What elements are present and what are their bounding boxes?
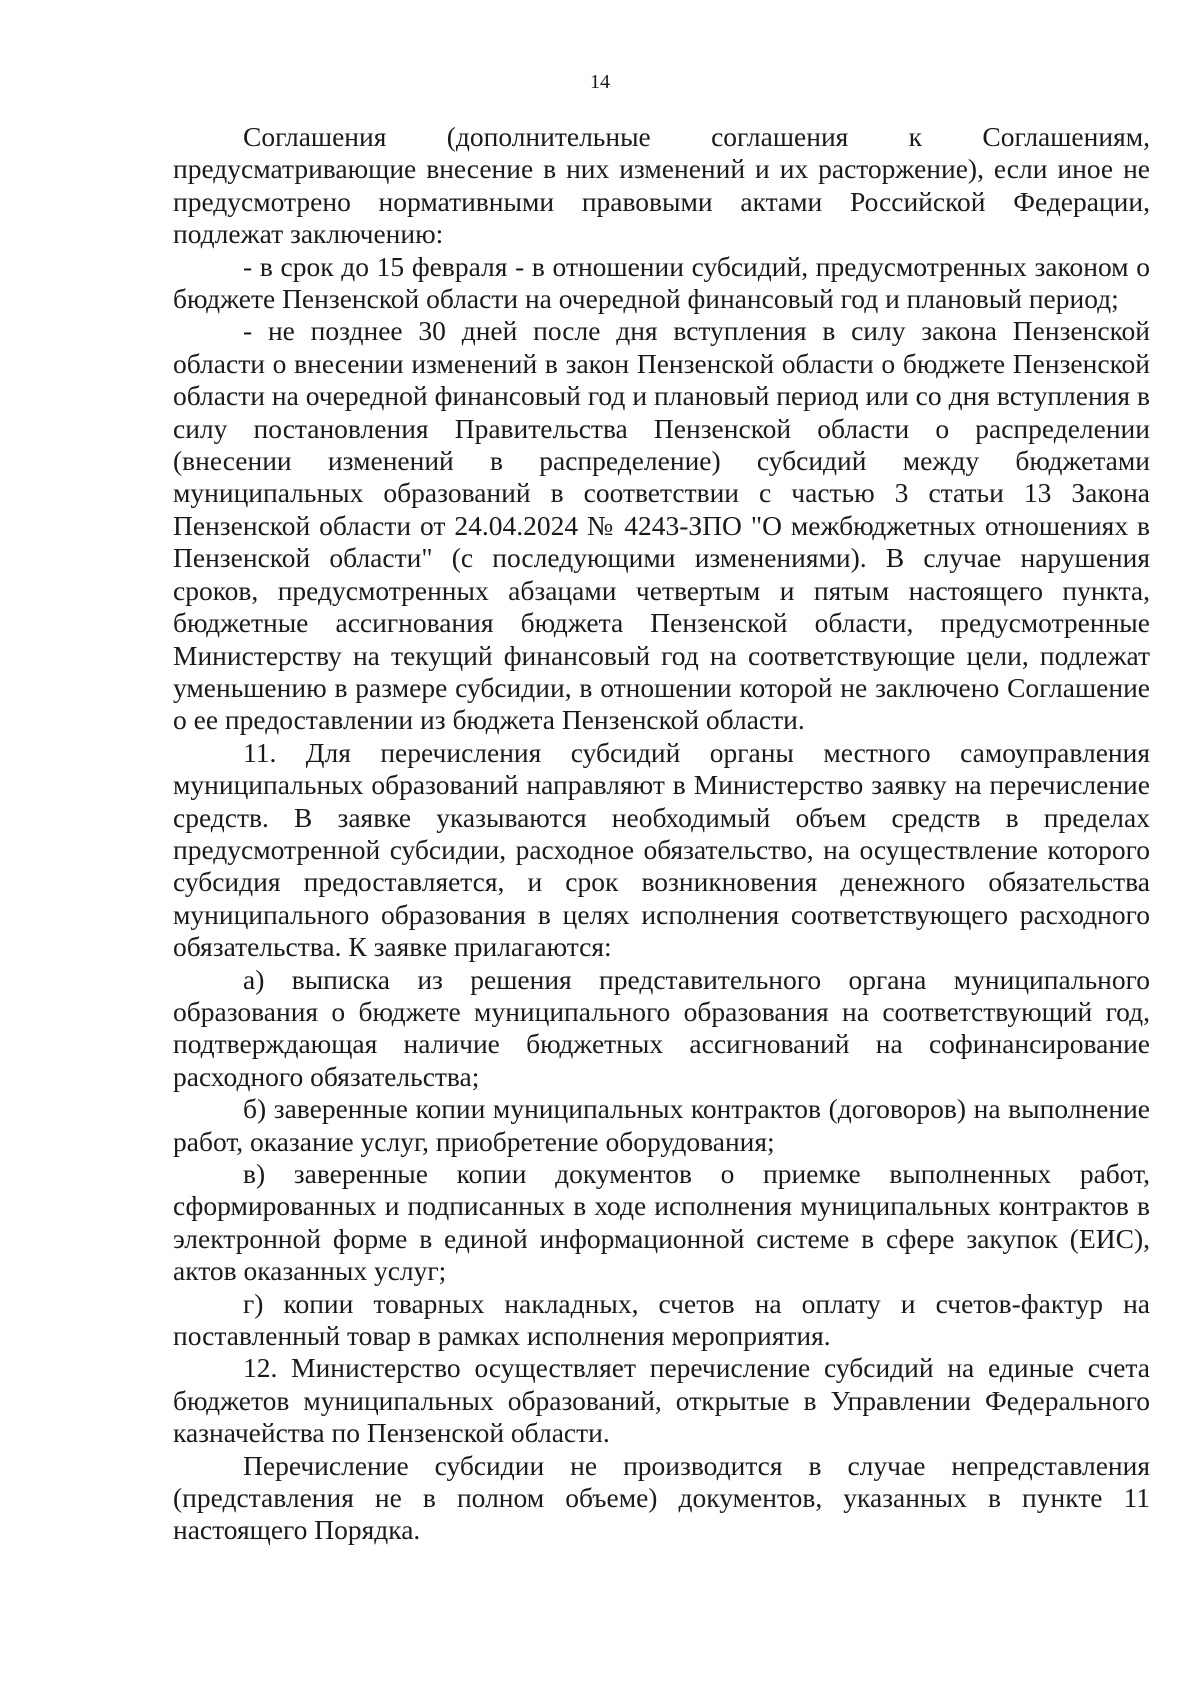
paragraph-deadline-30-days: - не позднее 30 дней после дня вступления в силу закона Пензенской области о внесении изменений в закон Пензенской области о бюджете Пензенской области на очередной финансовый год и плановый период или со дня вступления в силу постановления Правительства Пензенской области о распределении (внесении изменений в распределение) субсидий между бюджетами муниципальных образований в соответствии с частью 3 статьи 13 Закона Пензенской области от 24.04.2024 № 4243-ЗПО "О межбюджетных отношениях в Пензенской области" (с последующими изменениями). В случае нарушения сроков, предусмотренных абзацами четвертым и пятым настоящего пункта, бюджетные ассигнования бюджета Пензенской области, предусмотренные Министерству на текущий финансовый год на соответствующие цели, подлежат уменьшению в размере субсидии, в отношении которой не заключено Соглашение о ее предоставлении из бюджета Пензенской области. xyxy=(173,315,1150,736)
page-number: 14 xyxy=(590,71,610,93)
document-body xyxy=(173,121,1150,1547)
paragraph-deadline-february: - в срок до 15 февраля - в отношении субсидий, предусмотренных законом о бюджете Пензенской области на очередной финансовый год и плановый период; xyxy=(173,250,1150,315)
paragraph-item-12: 12. Министерство осуществляет перечисление субсидий на единые счета бюджетов муниципальных образований, открытые в Управлении Федерального казначейства по Пензенской области. xyxy=(173,1352,1150,1449)
paragraph-item-11-b: б) заверенные копии муниципальных контрактов (договоров) на выполнение работ, оказание услуг, приобретение оборудования; xyxy=(173,1093,1150,1157)
paragraph-agreements-intro: Соглашения (дополнительные соглашения к Соглашениям, предусматривающие внесение в них изменений и их расторжение), если иное не предусмотрено нормативными правовыми актами Российской Федерации, подлежат заключению: xyxy=(173,121,1150,250)
paragraph-item-11: 11. Для перечисления субсидий органы местного самоуправления муниципальных образований направляют в Министерство заявку на перечисление средств. В заявке указываются необходимый объем средств в пределах предусмотренной субсидии, расходное обязательство, на осуществление которого субсидия предоставляется, и срок возникновения денежного обязательства муниципального образования в целях исполнения соответствующего расходного обязательства. К заявке прилагаются: xyxy=(173,736,1150,963)
paragraph-item-11-a: а) выписка из решения представительного органа муниципального образования о бюджете муниципального образования на соответствующий год, подтверждающая наличие бюджетных ассигнований на софинансирование расходного обязательства; xyxy=(173,963,1150,1092)
paragraph-item-11-v: в) заверенные копии документов о приемке выполненных работ, сформированных и подписанных в ходе исполнения муниципальных контрактов в электронной форме в единой информационной системе в сфере закупок (ЕИС), актов оказанных услуг; xyxy=(173,1158,1150,1287)
paragraph-transfer-refusal: Перечисление субсидии не производится в случае непредставления (представления не в полном объеме) документов, указанных в пункте 11 настоящего Порядка. xyxy=(173,1449,1150,1546)
paragraph-item-11-g: г) копии товарных накладных, счетов на оплату и счетов-фактур на поставленный товар в рамках исполнения мероприятия. xyxy=(173,1287,1150,1352)
